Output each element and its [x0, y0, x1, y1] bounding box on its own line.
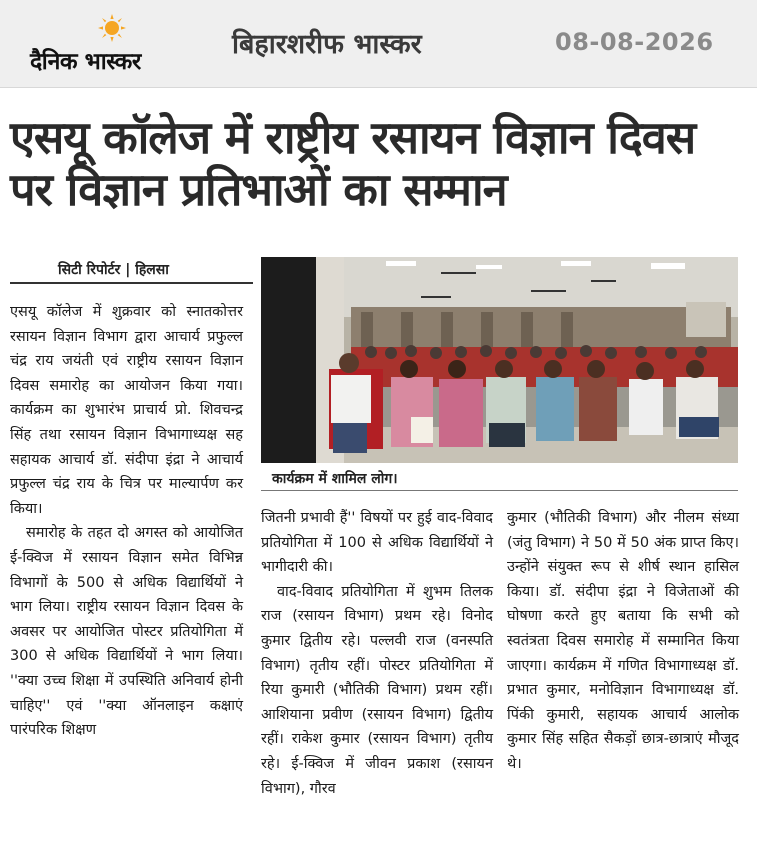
paragraph: कुमार (भौतिकी विभाग) और नीलम संध्या (जंतु विभाग) ने 50 में 50 अंक प्राप्त किए। उन्होंने संयुक्त रूप से शीर्ष स्थान हासिल किया। डॉ. संदीपा इंद्रा ने विजेताओं की घोषणा करते हुए बताया कि सभी को स्वतंत्रता दिवस समारोह में सम्मानित किया जाएगा। कार्यक्रम में गणित विभागाध्यक्ष डॉ. प्रभात कुमार, मनोविज्ञान विभागाध्यक्ष डॉ. पिंकी कुमारी, सहायक आचार्य आलोक कुमार सिंह सहित सैकड़ों छात्र-छात्राएं मौजूद थे। — [507, 510, 739, 772]
paragraph: वाद-विवाद प्रतियोगिता में शुभम तिलक राज (रसायन विभाग) प्रथम रहे। विनोद कुमार द्वितीय रहे। पल्लवी राज (वनस्पति विभाग) तृतीय रहीं। पोस्टर प्रतियोगिता में रिया कुमारी (भौतिकी विभाग) प्रथम रहीं। आशियाना प्रवीण (रसायन विभाग) द्वितीय रहीं। राकेश कुमार (रसायन विभाग) तृतीय रहे। ई-क्विज में जीवन प्रकाश (रसायन विभाग), गौरव — [261, 583, 493, 797]
paragraph: जितनी प्रभावी हैं'' विषयों पर हुई वाद-विवाद प्रतियोगिता में 100 से अधिक विद्यार्थियों ने भागीदारी की। — [261, 510, 493, 576]
article-column-2 — [261, 506, 493, 801]
newspaper-logo — [30, 14, 195, 76]
article-byline: सिटी रिपोर्टर | हिलसा — [58, 262, 169, 278]
article-photo — [261, 257, 738, 463]
edition-date: 08-08-2026 — [555, 28, 714, 56]
sun-icon — [98, 14, 126, 42]
logo-text: दैनिक भास्कर — [30, 49, 141, 75]
paragraph: समारोह के तहत दो अगस्त को आयोजित ई-क्विज में रसायन विज्ञान समेत विभिन्न विभागों के 500 से अधिक विद्यार्थियों ने भाग लिया। राष्ट्रीय रसायन विज्ञान दिवस के अवसर पर आयोजित पोस्टर प्रतियोगिता में 300 से अधिक विद्यार्थियों ने भाग लिया। ''क्या उच्च शिक्षा में उपस्थिति अनिवार्य होनी चाहिए'' एवं ''क्या ऑनलाइन कक्षाएं पारंपरिक शिक्षण — [10, 525, 243, 739]
newspaper-masthead — [0, 0, 757, 88]
article-column-1 — [10, 300, 243, 743]
paragraph: एसयू कॉलेज में शुक्रवार को स्नातकोत्तर रसायन विज्ञान विभाग द्वारा आचार्य प्रफुल्ल चंद्र राय जयंती एवं राष्ट्रीय रसायन विज्ञान दिवस समारोह का आयोजन किया गया। कार्यक्रम का शुभारंभ प्राचार्य प्रो. शिवचन्द्र सिंह तथा रसायन विज्ञान विभागाध्यक्ष सह सहायक आचार्य डॉ. संदीपा इंद्रा ने आचार्य प्रफुल्ल चंद्र राय के चित्र पर माल्यार्पण कर किया। — [10, 304, 243, 517]
edition-name: बिहारशरीफ भास्कर — [232, 29, 422, 60]
caption-divider — [261, 490, 738, 491]
byline-divider — [10, 282, 253, 284]
article-headline: एसयू कॉलेज में राष्ट्रीय रसायन विज्ञान दिवस पर विज्ञान प्रतिभाओं का सम्मान — [10, 111, 696, 216]
photo-caption: कार्यक्रम में शामिल लोग। — [272, 471, 398, 487]
article-column-3 — [507, 506, 739, 777]
